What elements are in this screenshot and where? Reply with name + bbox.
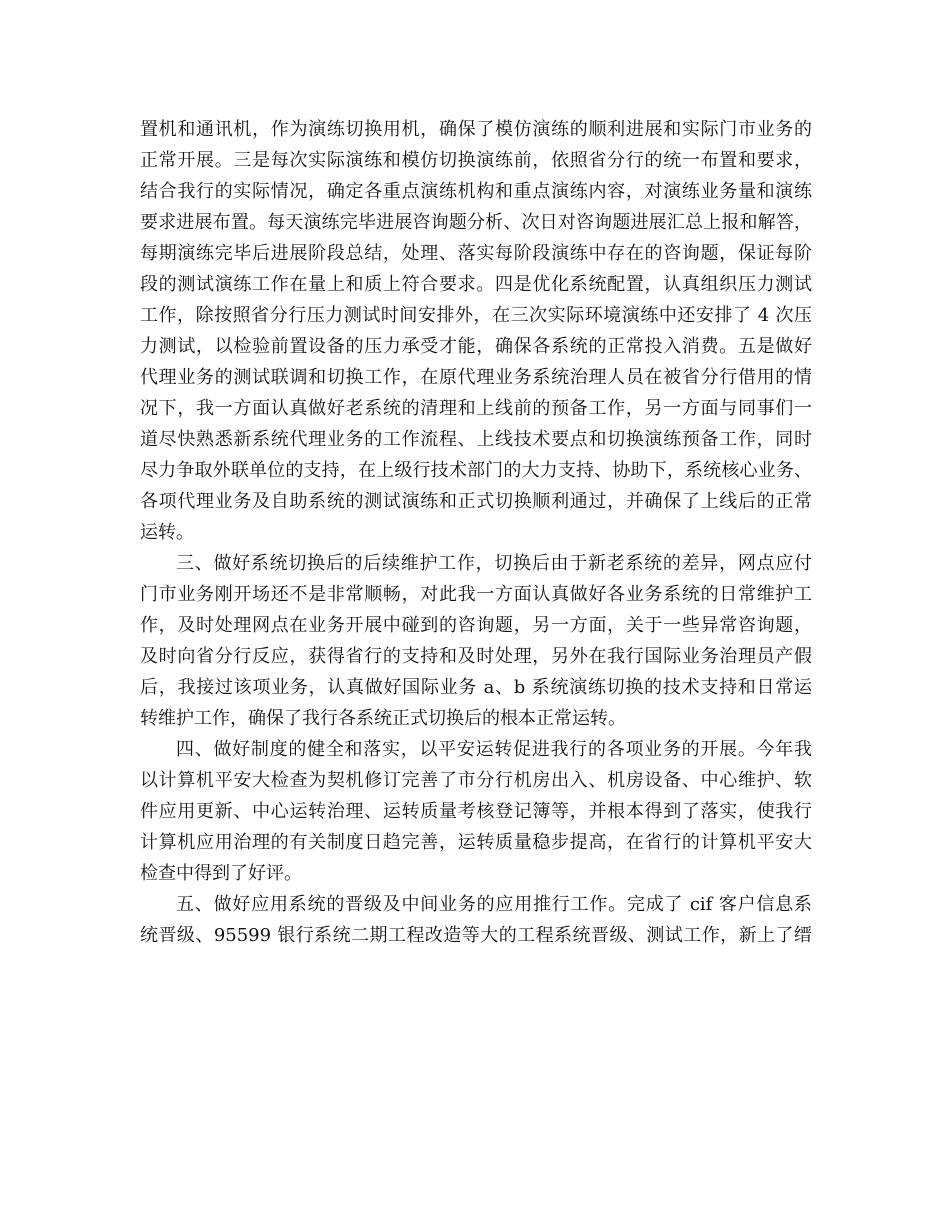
text-line: 四、做好制度的健全和落实，以平安运转促进我行的各项业务的开展。今年我 — [176, 739, 812, 760]
text-line: 尽力争取外联单位的支持，在上级行技术部门的大力支持、协助下，系统核心业务、 — [140, 460, 812, 481]
text-line: 五、做好应用系统的晋级及中间业务的应用推行工作。完成了 cif 客户信息系 — [176, 894, 812, 915]
text-line: 以计算机平安大检查为契机修订完善了市分行机房出入、机房设备、中心维护、软 — [140, 770, 812, 791]
text-line: 工作，除按照省分行压力测试时间安排外，在三次实际环境演练中还安排了 4 次压 — [140, 305, 812, 326]
text-line: 况下，我一方面认真做好老系统的清理和上线前的预备工作，另一方面与同事们一 — [140, 398, 812, 419]
text-line: 后，我接过该项业务，认真做好国际业务 a、b 系统演练切换的技术支持和日常运 — [140, 677, 812, 698]
text-line: 力测试，以检验前置设备的压力承受才能，确保各系统的正常投入消费。五是做好 — [140, 336, 812, 357]
paragraph-3 — [140, 734, 812, 889]
text-line: 转维护工作，确保了我行各系统正式切换后的根本正常运转。 — [140, 708, 626, 729]
text-line: 正常开展。三是每次实际演练和模仿切换演练前，依照省分行的统一布置和要求， — [140, 150, 812, 171]
text-line: 每期演练完毕后进展阶段总结，处理、落实每阶段演练中存在的咨询题，保证每阶 — [140, 243, 812, 264]
paragraph-4 — [140, 889, 812, 951]
text-line: 代理业务的测试联调和切换工作，在原代理业务系统治理人员在被省分行借用的情 — [140, 367, 812, 388]
text-line: 道尽快熟悉新系统代理业务的工作流程、上线技术要点和切换演练预备工作，同时 — [140, 429, 812, 450]
text-line: 及时向省分行反应，获得省行的支持和及时处理，另外在我行国际业务治理员产假 — [140, 646, 812, 667]
document-body — [140, 114, 812, 951]
text-line: 门市业务刚开场还不是非常顺畅，对此我一方面认真做好各业务系统的日常维护工 — [140, 584, 812, 605]
text-line: 置机和通讯机，作为演练切换用机，确保了模仿演练的顺利进展和实际门市业务的 — [140, 119, 812, 140]
text-line: 运转。 — [140, 522, 194, 543]
text-line: 三、做好系统切换后的后续维护工作，切换后由于新老系统的差异，网点应付 — [176, 553, 812, 574]
text-line: 要求进展布置。每天演练完毕进展咨询题分析、次日对咨询题进展汇总上报和解答， — [140, 212, 812, 233]
text-line: 结合我行的实际情况，确定各重点演练机构和重点演练内容，对演练业务量和演练 — [140, 181, 812, 202]
text-line: 段的测试演练工作在量上和质上符合要求。四是优化系统配置，认真组织压力测试 — [140, 274, 812, 295]
text-line: 统晋级、95599 银行系统二期工程改造等大的工程系统晋级、测试工作，新上了缙 — [140, 925, 812, 946]
text-line: 检查中得到了好评。 — [140, 863, 302, 884]
text-line: 作，及时处理网点在业务开展中碰到的咨询题，另一方面，关于一些异常咨询题， — [140, 615, 812, 636]
paragraph-1 — [140, 114, 812, 548]
paragraph-2 — [140, 548, 812, 734]
text-line: 各项代理业务及自助系统的测试演练和正式切换顺利通过，并确保了上线后的正常 — [140, 491, 812, 512]
text-line: 件应用更新、中心运转治理、运转质量考核登记簿等，并根本得到了落实，使我行 — [140, 801, 812, 822]
text-line: 计算机应用治理的有关制度日趋完善，运转质量稳步提高，在省行的计算机平安大 — [140, 832, 812, 853]
